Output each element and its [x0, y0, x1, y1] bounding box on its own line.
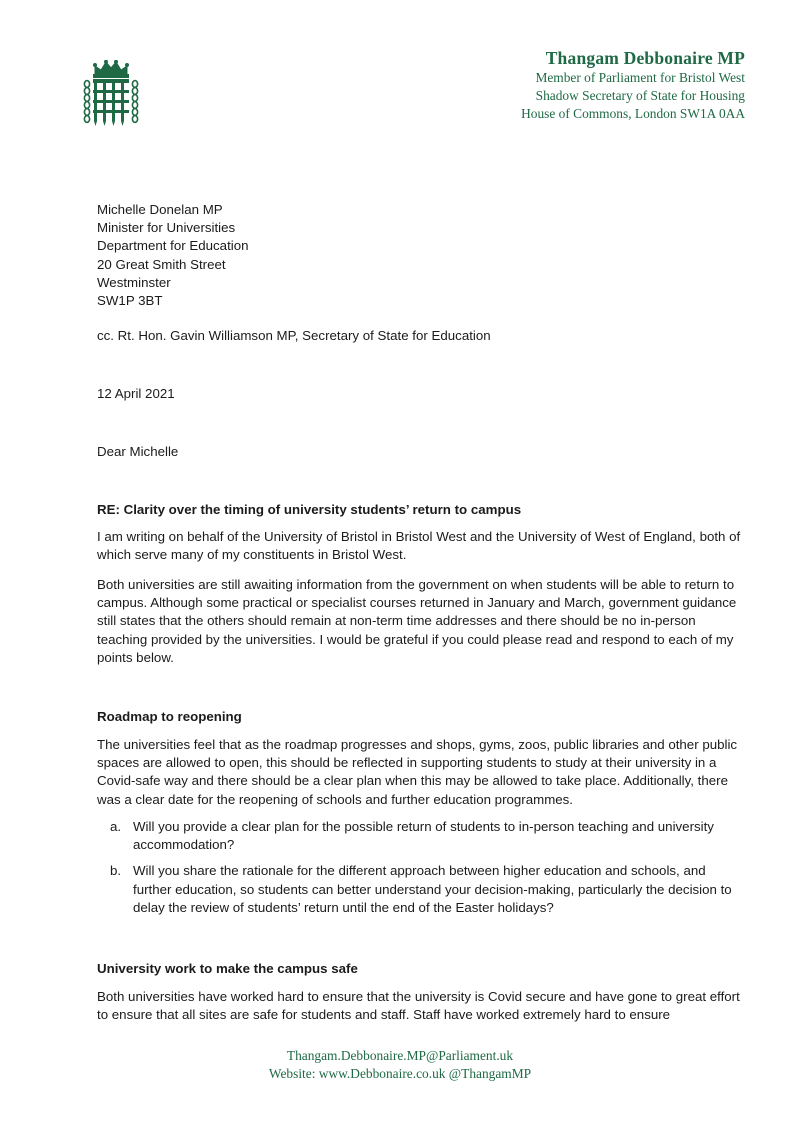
- list-marker: b.: [110, 863, 122, 879]
- recipient-area: Westminster: [97, 274, 171, 290]
- list-item-text: Will you share the rationale for the different approach between higher education and schools, and further education, so students can better understand your decision-making, particularly the decision to delay the review of students’ return until the end of the Easter holidays?: [133, 863, 732, 915]
- mp-name: Thangam Debbonaire MP: [545, 48, 745, 68]
- recipient-department: Department for Education: [97, 238, 249, 254]
- list-item-text: Will you provide a clear plan for the possible return of students to in-person teaching and university accommodation?: [133, 819, 714, 853]
- paragraph-roadmap: The universities feel that as the roadmap progresses and shops, gyms, zoos, public libraries and other public spaces are allowed to open, this should be reflected in supporting students to study at their university in a Covid-safe way and there should be a clear plan when this may be allowed to take place. Additionally, there was a clear date for the reopening of schools and further education programmes.: [97, 737, 738, 807]
- letterhead: [521, 47, 745, 123]
- mp-constituency: Member of Parliament for Bristol West: [535, 70, 745, 85]
- list-marker: a.: [110, 819, 122, 834]
- footer-website: Website: www.Debbonaire.co.uk @ThangamMP: [268, 1066, 532, 1081]
- mp-address: House of Commons, London SW1A 0AA: [521, 106, 745, 121]
- recipient-postcode: SW1P 3BT: [97, 293, 163, 309]
- list-item: [97, 862, 747, 917]
- recipient-address: [97, 201, 747, 310]
- list-item: [97, 818, 747, 854]
- mp-role: Shadow Secretary of State for Housing: [535, 88, 745, 103]
- salutation: Dear Michelle: [97, 444, 179, 459]
- recipient-name: Michelle Donelan MP: [97, 202, 223, 217]
- letter-footer: [0, 1047, 800, 1083]
- recipient-street: 20 Great Smith Street: [97, 256, 226, 272]
- section-heading-roadmap: Roadmap to reopening: [97, 709, 242, 724]
- paragraph-campus-safety: Both universities have worked hard to ensure that the university is Covid secure and have gone to great effort to ensure that all sites are safe for students and staff. Staff have worked extremely hard to ensure: [97, 989, 740, 1023]
- recipient-title: Minister for Universities: [97, 220, 236, 236]
- footer-email: Thangam.Debbonaire.MP@Parliament.uk: [286, 1048, 514, 1063]
- subject-line: RE: Clarity over the timing of university students’ return to campus: [97, 502, 522, 517]
- cc-line: cc. Rt. Hon. Gavin Williamson MP, Secretary of State for Education: [97, 328, 491, 343]
- paragraph-context: Both universities are still awaiting information from the government on when students will be able to return to campus. Although some practical or specialist courses returned in January and March, government guidance still states that the others should remain at non-term time addresses and there should be no in-person teaching provided by the universities. I would be grateful if you could please read and respond to each of my points below.: [97, 577, 737, 665]
- portcullis-icon: [81, 60, 141, 128]
- roadmap-questions: [97, 818, 747, 925]
- paragraph-intro: I am writing on behalf of the University of Bristol in Bristol West and the University of West of England, both of which serve many of my constituents in Bristol West.: [97, 529, 741, 563]
- section-heading-campus-safety: University work to make the campus safe: [97, 961, 358, 976]
- letter-date: 12 April 2021: [97, 386, 175, 401]
